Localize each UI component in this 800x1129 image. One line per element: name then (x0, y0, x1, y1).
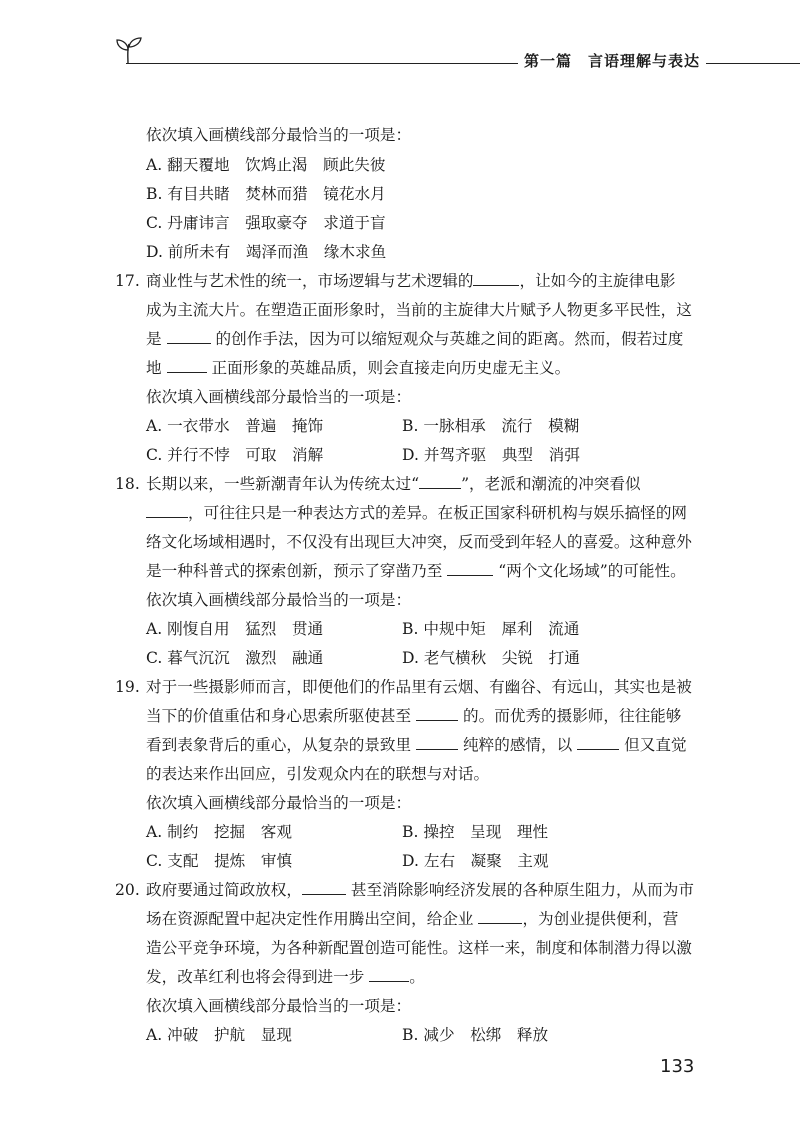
q19-line-1: 对于一些摄影师而言，即便他们的作品里有云烟、有幽谷、有远山，其实也是被 (146, 678, 692, 696)
q19-prompt: 依次填入画横线部分最恰当的一项是： (146, 794, 412, 812)
q20-line-4 (146, 967, 425, 987)
q16-option-a: A. 翻天覆地 饮鸩止渴 顾此失彼 (146, 156, 386, 174)
q17-text: 正面形象的英雄品质，则会直接走向历史虚无主义。 (211, 359, 571, 377)
q19-option-d: D. 左右 凝聚 主观 (402, 852, 549, 870)
q18-options-row-2 (146, 648, 580, 668)
q19-option-c: C. 支配 提炼 审慎 (146, 852, 293, 870)
q18-text: ，可往往只是一种表达方式的差异。在板正国家科研机构与娱乐搞怪的网 (188, 504, 688, 522)
q17-options-row-2 (146, 445, 580, 465)
q20-options-row-1 (146, 1025, 548, 1045)
q20-option-a: A. 冲破 护航 显现 (146, 1026, 292, 1044)
q18-line-1 (146, 474, 641, 494)
blank (416, 735, 458, 750)
q19-text: 的。而优秀的摄影师，往往能够 (463, 707, 682, 725)
q18-text: 是一种科普式的探索创新，预示了穿凿乃至 (146, 562, 443, 580)
q16-option-c: C. 丹庸讳言 强取豪夺 求道于盲 (146, 214, 386, 232)
blank (369, 967, 409, 982)
page-header (0, 0, 800, 80)
blank (473, 271, 519, 286)
q20-line-3: 造公平竞争环境，为各种新配置创造可能性。这样一来，制度和体制潜力得以激 (146, 939, 692, 957)
blank (447, 561, 493, 576)
q20-prompt: 依次填入画横线部分最恰当的一项是： (146, 997, 412, 1015)
q17-prompt: 依次填入画横线部分最恰当的一项是： (146, 388, 412, 406)
question-number-17: 17. (115, 272, 140, 290)
q17-line-3 (146, 329, 683, 349)
q18-option-b: B. 中规中矩 犀利 流通 (402, 620, 580, 638)
q20-line-2 (146, 909, 678, 929)
q17-options-row-1 (146, 416, 579, 436)
section-title: 第一篇 言语理解与表达 (524, 52, 701, 70)
blank (167, 358, 207, 373)
q19-options-row-1 (146, 822, 548, 842)
blank (577, 735, 619, 750)
q16-prompt: 依次填入画横线部分最恰当的一项是： (146, 126, 412, 144)
q19-option-b: B. 操控 呈现 理性 (402, 823, 549, 841)
question-number-18: 18. (115, 475, 140, 493)
question-number-19: 19. (115, 678, 140, 696)
q18-option-d: D. 老气横秋 尖锐 打通 (402, 649, 580, 667)
q19-text: 看到表象背后的重心，从复杂的景致里 (146, 736, 412, 754)
q19-text: 但又直觉 (624, 736, 687, 754)
q19-text: 纯粹的感情，以 (463, 736, 573, 754)
q17-option-d: D. 并驾齐驱 典型 消弭 (402, 446, 580, 464)
q18-text: ”，老派和潮流的冲突看似 (461, 475, 641, 493)
q20-text: ，为创业提供便利，营 (522, 910, 679, 928)
q20-text: 场在资源配置中起决定性作用腾出空间，给企业 (146, 910, 474, 928)
q20-text: 政府要通过简政放权， (146, 881, 302, 899)
q17-option-a: A. 一衣带水 普遍 掩饰 (146, 417, 324, 435)
q19-line-3 (146, 735, 687, 755)
question-number-20: 20. (115, 881, 140, 899)
q17-text: 商业性与艺术性的统一，市场逻辑与艺术逻辑的 (146, 272, 474, 290)
q18-line-4 (146, 561, 686, 581)
q20-text: 。 (409, 968, 425, 986)
q18-prompt: 依次填入画横线部分最恰当的一项是： (146, 591, 412, 609)
q18-line-3: 络文化场域相遇时，不仅没有出现巨大冲突，反而受到年轻人的喜爱。这种意外 (146, 533, 692, 551)
q20-text: 甚至消除影响经济发展的各种原生阻力，从而为市 (350, 881, 694, 899)
q16-option-b: B. 有目共睹 焚林而猎 镜花水月 (146, 185, 386, 203)
q19-line-4: 的表达来作出回应，引发观众内在的联想与对话。 (146, 765, 490, 783)
q19-text: 当下的价值重估和身心思索所驱使甚至 (146, 707, 412, 725)
blank (302, 880, 346, 895)
sprout-icon (112, 32, 146, 66)
q19-option-a: A. 制约 挖掘 客观 (146, 823, 292, 841)
q17-option-c: C. 并行不悖 可取 消解 (146, 446, 324, 464)
q19-options-row-2 (146, 851, 549, 871)
blank (146, 503, 188, 518)
q19-line-2 (146, 706, 681, 726)
blank (416, 706, 458, 721)
q20-line-1 (146, 880, 694, 900)
q17-line-2: 成为主流大片。在塑造正面形象时，当前的主旋律大片赋予人物更多平民性，这 (146, 301, 692, 319)
q17-line-1 (146, 271, 675, 291)
header-rule-right (706, 63, 800, 64)
q18-text: 长期以来，一些新潮青年认为传统太过“ (146, 475, 420, 493)
q18-options-row-1 (146, 619, 579, 639)
q18-line-2 (146, 503, 687, 523)
q18-text: “两个文化场域”的可能性。 (498, 562, 686, 580)
blank (167, 329, 211, 344)
page-number: 133 (660, 1056, 695, 1077)
q17-text: 是 (146, 330, 162, 348)
q17-text: ，让如今的主旋律电影 (519, 272, 676, 290)
blank (419, 474, 461, 489)
q17-text: 地 (146, 359, 162, 377)
q17-line-4 (146, 358, 570, 378)
q17-option-b: B. 一脉相承 流行 模糊 (402, 417, 580, 435)
q16-option-d: D. 前所未有 竭泽而渔 缘木求鱼 (146, 243, 387, 261)
header-rule-left (126, 63, 518, 64)
blank (478, 909, 522, 924)
q18-option-a: A. 刚愎自用 猛烈 贯通 (146, 620, 324, 638)
q20-option-b: B. 减少 松绑 释放 (402, 1026, 549, 1044)
q17-text: 的创作手法，因为可以缩短观众与英雄之间的距离。然而，假若过度 (215, 330, 684, 348)
q20-text: 发，改革红利也将会得到进一步 (146, 968, 365, 986)
q18-option-c: C. 暮气沉沉 激烈 融通 (146, 649, 324, 667)
